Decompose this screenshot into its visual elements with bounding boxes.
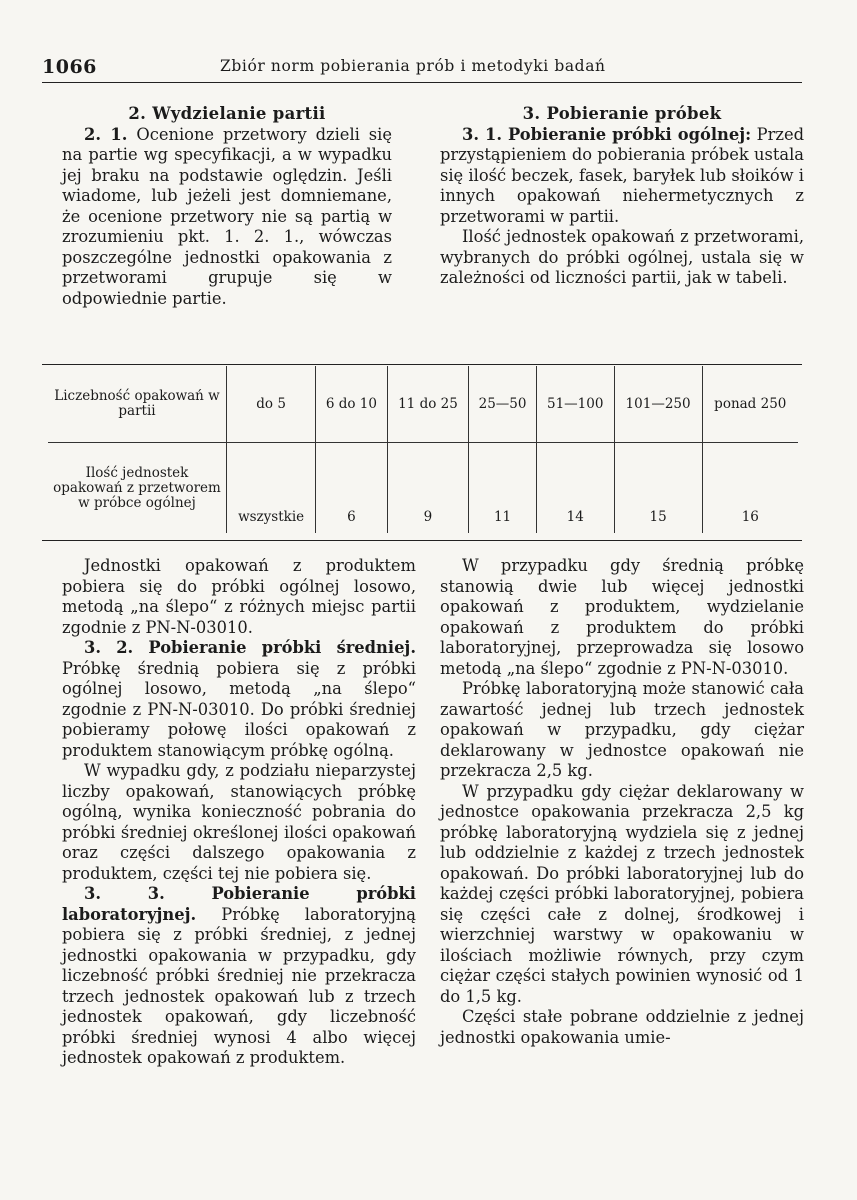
table-cell: 25—50 — [469, 366, 537, 443]
section-3 — [440, 104, 804, 289]
paragraph-heading: 3. 3. Pobieranie próbki laboratoryjnej. — [62, 884, 416, 924]
lower-right-column — [440, 556, 804, 1048]
paragraph-number: 2. 1. — [84, 124, 128, 144]
table-cell: 6 do 10 — [316, 366, 387, 443]
table-cell: 15 — [614, 443, 702, 534]
table-row-header: Ilość jednostek opakowań z przetworem w próbce ogólnej — [53, 464, 221, 511]
paragraph-3-1-b: Ilość jednostek opakowań z przetworami, wybranych do próbki ogólnej, ustala się w zależności od liczności partii, jak w tabeli. — [440, 227, 804, 287]
paragraph-text: Próbkę średnią pobiera się z próbki ogólnej losowo, metodą „na ślepo“ zgodnie z PN-N-03010. Do próbki średniej pobieramy połowę ilości opakowań z produktem stanowiącym próbkę ogólną. — [62, 658, 416, 760]
section-2 — [62, 104, 392, 309]
table-cell: 11 do 25 — [387, 366, 469, 443]
table-cell: 14 — [536, 443, 614, 534]
table-cell: wszystkie — [227, 443, 316, 534]
paragraph: Próbkę laboratoryjną może stanowić cała zawartość jednej lub trzech jednostek opakowań w przypadku, gdy ciężar deklarowany w jednostce opakowań nie przekracza 2,5 kg. — [440, 679, 804, 780]
paragraph-heading: 3. 2. Pobieranie próbki średniej. — [84, 638, 416, 657]
paragraph-2-1 — [62, 125, 392, 310]
table-cell: 6 — [316, 443, 387, 534]
running-title: Zbiór norm pobierania prób i metodyki badań — [220, 57, 606, 75]
table-cell: do 5 — [227, 366, 316, 443]
section-3-title: 3. Pobieranie próbek — [522, 104, 722, 123]
table-row — [48, 366, 798, 443]
table-cell: 9 — [387, 443, 469, 534]
paragraph: W przypadku gdy ciężar deklarowany w jednostce opakowania przekracza 2,5 kg próbkę laboratoryjną wydziela się z jednej lub oddzielnie z każdej z trzech jednostek opakowań. Do próbki laboratoryjnej lub do każdej części próbki laboratoryjnej, pobiera się części całe z dolnej, środkowej i wierzchniej warstwy w opakowaniu w ilościach możliwie równych, przy czym ciężar części stałych powinien wynosić od 1 do 1,5 kg. — [440, 781, 804, 1006]
section-2-title: 2. Wydzielanie partii — [128, 104, 326, 123]
page-number: 1066 — [42, 56, 97, 78]
table-bottom-rule — [42, 540, 802, 541]
table-top-rule — [42, 364, 802, 365]
paragraph: W przypadku gdy średnią próbkę stanowią dwie lub więcej jednostki opakowań z produktem, wydzielanie opakowań z produktem do próbki laboratoryjnej, przeprowadza się losowo metodą „na ślepo“ zgodnie z PN-N-03010. — [440, 556, 804, 678]
running-header — [42, 52, 802, 83]
table-cell: 16 — [702, 443, 798, 534]
table-cell: ponad 250 — [702, 366, 798, 443]
paragraph-3-2 — [62, 638, 416, 761]
paragraph: Jednostki opakowań z produktem pobiera się do próbki ogólnej losowo, metodą „na ślepo“ z różnych miejsc partii zgodnie z PN-N-03010. — [62, 556, 416, 637]
table-cell: 101—250 — [614, 366, 702, 443]
table-row — [48, 443, 798, 534]
paragraph-heading: 3. 1. Pobieranie próbki ogólnej: — [462, 124, 752, 144]
paragraph-text: Ocenione przetwory dzieli się na partie wg specyfikacji, a w wypadku jej braku na podstawie oględzin. Jeśli wiadome, lub jeżeli jest domniemane, że ocenione przetwory nie są partią w zrozumieniu pkt. 1. 2. 1., wówczas poszczególne jednostki opakowania z przetworami grupuje się w odpowiednie partie. — [62, 124, 392, 308]
sampling-table — [48, 366, 798, 533]
paragraph-text: Przed przystąpieniem do pobierania próbek ustala się ilość beczek, fasek, baryłek lub słoików i innych opakowań niehermetycznych z przetworami w partii. — [440, 124, 804, 226]
paragraph-text: Próbkę laboratoryjną pobiera się z próbki średniej, z jednej jednostki opakowania w przypadku, gdy liczebność próbki średniej nie przekracza trzech jednostek opakowań lub z trzech jednostek opakowań, gdy liczebność próbki średniej wynosi 4 albo więcej jednostek opakowań z produktem. — [62, 904, 416, 1067]
paragraph-3-1 — [440, 125, 804, 228]
table-cell: 51—100 — [536, 366, 614, 443]
table-row-header: Liczebność opakowań w partii — [48, 366, 227, 443]
paragraph: Części stałe pobrane oddzielnie z jednej jednostki opakowania umie- — [440, 1007, 804, 1047]
table-cell: 11 — [469, 443, 537, 534]
paragraph: W wypadku gdy, z podziału nieparzystej liczby opakowań, stanowiących próbkę ogólną, wynika konieczność pobrania do próbki średniej określonej ilości opakowań oraz części dalszego opakowania z produktem, części tej nie pobiera się. — [62, 761, 416, 883]
paragraph-3-3 — [62, 884, 416, 1069]
lower-left-column — [62, 556, 416, 1069]
